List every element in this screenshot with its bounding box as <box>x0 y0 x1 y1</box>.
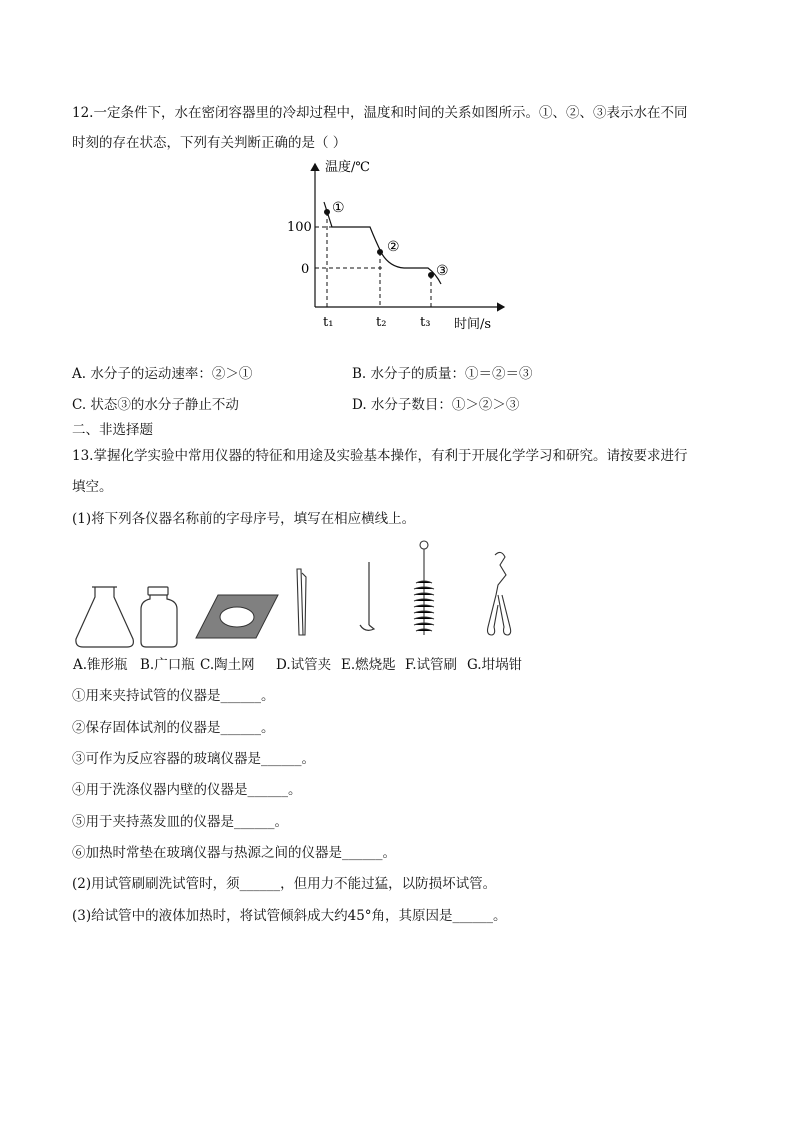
caption-b: B.广口瓶 <box>140 657 195 673</box>
point-2 <box>377 249 383 255</box>
subquestion-6: ⑥加热时常垫在玻璃仪器与热源之间的仪器是______。 <box>72 845 396 861</box>
test-tube-brush-icon <box>414 541 434 635</box>
x-tick-t1: t₁ <box>323 315 334 330</box>
temperature-time-graph <box>270 150 520 340</box>
x-tick-t3: t₃ <box>420 315 431 330</box>
subquestion-5: ⑤用于夹持蒸发皿的仪器是______。 <box>72 814 288 830</box>
caption-e: E.燃烧匙 <box>341 657 396 673</box>
q12-option-b: B. 水分子的质量：①＝②＝③ <box>352 366 533 382</box>
y-axis-label: 温度/℃ <box>325 160 370 175</box>
q13-stem-line1: 13.掌握化学实验中常用仪器的特征和用途及实验基本操作，有利于开展化学学习和研究。请按要求进行 <box>72 448 688 464</box>
subquestion-3: ③可作为反应容器的玻璃仪器是______。 <box>72 751 315 767</box>
point-label-2: ② <box>387 239 400 255</box>
ceramic-gauze-icon <box>196 595 278 638</box>
q13-part1: (1)将下列各仪器名称前的字母序号，填写在相应横线上。 <box>72 511 416 527</box>
q12-option-a: A. 水分子的运动速率：②＞① <box>72 366 253 382</box>
conical-flask-icon <box>76 587 134 647</box>
x-axis-label: 时间/s <box>454 317 492 332</box>
x-tick-t2: t₂ <box>376 315 387 330</box>
caption-c: C.陶土网 <box>200 657 255 673</box>
q13-part3: (3)给试管中的液体加热时，将试管倾斜成大约45°角，其原因是______。 <box>72 908 507 924</box>
point-label-3: ③ <box>436 263 449 279</box>
y-tick-100: 100 <box>287 220 312 235</box>
q12-option-c: C. 状态③的水分子静止不动 <box>72 397 239 413</box>
y-tick-0: 0 <box>301 262 310 277</box>
q13-stem-line2: 填空。 <box>72 479 113 495</box>
caption-d: D.试管夹 <box>276 657 332 673</box>
caption-g: G.坩埚钳 <box>467 657 523 673</box>
subquestion-1: ①用来夹持试管的仪器是______。 <box>72 688 275 704</box>
q12-stem-line2: 时刻的存在状态，下列有关判断正确的是（ ） <box>72 135 347 151</box>
q12-option-d: D. 水分子数目：①＞②＞③ <box>352 397 520 413</box>
crucible-tongs-icon <box>488 552 511 635</box>
point-label-1: ① <box>332 200 345 216</box>
instruments-illustration <box>70 535 540 650</box>
test-tube-holder-icon <box>297 569 306 635</box>
caption-f: F.试管刷 <box>405 657 458 673</box>
q12-stem-line1: 12.一定条件下，水在密闭容器里的冷却过程中，温度和时间的关系如图所示。①、②、③表示水在不同 <box>72 105 688 121</box>
subquestion-4: ④用于洗涤仪器内壁的仪器是______。 <box>72 782 302 798</box>
point-1 <box>324 209 330 215</box>
combustion-spoon-icon <box>360 562 374 630</box>
point-3 <box>428 272 434 278</box>
caption-a: A.锥形瓶 <box>73 657 128 673</box>
section-title: 二、非选择题 <box>72 422 153 438</box>
q13-part2: (2)用试管刷刷洗试管时，须______，但用力不能过猛，以防损坏试管。 <box>72 876 497 892</box>
subquestion-2: ②保存固体试剂的仪器是______。 <box>72 720 275 736</box>
wide-mouth-bottle-icon <box>141 587 177 647</box>
